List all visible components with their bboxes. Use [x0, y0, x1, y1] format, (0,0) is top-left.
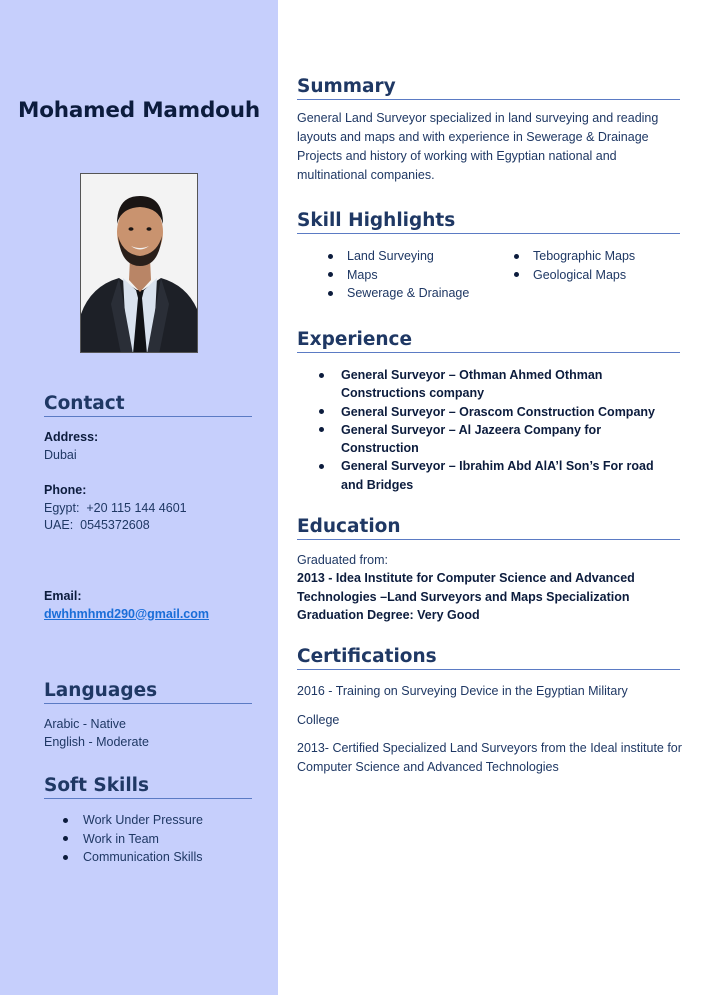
experience-item: General Surveyor – Othman Ahmed Othman Constructions company	[317, 366, 677, 403]
email-link[interactable]: dwhhmhmd290@gmail.com	[44, 606, 209, 621]
experience-heading: Experience	[297, 329, 680, 353]
contact-address	[44, 429, 98, 464]
contact-email	[44, 588, 209, 623]
soft-skill-item: Work in Team	[59, 830, 203, 849]
soft-skills-heading: Soft Skills	[44, 775, 252, 799]
education-grade: Graduation Degree: Very Good	[297, 607, 480, 622]
soft-skills-list	[59, 811, 203, 867]
experience-list	[317, 366, 677, 494]
contact-heading: Contact	[44, 393, 252, 417]
certification-item-continued: College	[297, 713, 340, 727]
education-block	[297, 551, 682, 624]
skill-list-right	[511, 247, 635, 284]
summary-heading: Summary	[297, 76, 680, 100]
skill-list-left	[325, 247, 469, 303]
certifications-heading: Certifications	[297, 646, 680, 670]
skill-item: Maps	[325, 266, 469, 285]
phone-uae: UAE: 0545372608	[44, 518, 150, 532]
address-label: Address:	[44, 430, 99, 444]
soft-skill-item: Communication Skills	[59, 848, 203, 867]
education-degree: 2013 - Idea Institute for Computer Science and Advanced Technologies –Land Surveyors and Maps Specialization	[297, 571, 635, 604]
phone-label: Phone:	[44, 483, 87, 497]
skill-item: Geological Maps	[511, 266, 635, 285]
address-value: Dubai	[44, 447, 77, 462]
soft-skill-item: Work Under Pressure	[59, 811, 203, 830]
experience-item: General Surveyor – Al Jazeera Company for Construction	[317, 421, 677, 458]
phone-egypt: Egypt: +20 115 144 4601	[44, 500, 187, 515]
certification-item: 2013- Certified Specialized Land Surveyors from the Ideal institute for Computer Science and Advanced Technologies	[297, 741, 682, 774]
experience-item: General Surveyor – Ibrahim Abd AlA’l Son’s For road and Bridges	[317, 457, 677, 494]
languages-list	[44, 716, 149, 751]
contact-phone	[44, 482, 187, 535]
skill-highlights-heading: Skill Highlights	[297, 210, 680, 234]
education-heading: Education	[297, 516, 680, 540]
candidate-name: Mohamed Mamdouh	[18, 98, 260, 123]
summary-text: General Land Surveyor specialized in land surveying and reading layouts and maps and with experience in Sewerage & Drainage Projects and history of working with Egyptian national and multinational companies.	[297, 111, 659, 182]
person-photo-icon	[81, 174, 198, 353]
education-intro: Graduated from:	[297, 553, 389, 567]
languages-heading: Languages	[44, 680, 252, 704]
language-item: Arabic - Native	[44, 717, 126, 731]
profile-photo	[80, 173, 198, 353]
skill-item: Sewerage & Drainage	[325, 284, 469, 303]
language-item: English - Moderate	[44, 734, 149, 749]
skill-item: Tebographic Maps	[511, 247, 635, 266]
email-label: Email:	[44, 589, 82, 603]
experience-item: General Surveyor – Orascom Construction Company	[317, 403, 677, 421]
certification-item: 2016 - Training on Surveying Device in the Egyptian Military	[297, 684, 628, 698]
skill-item: Land Surveying	[325, 247, 469, 266]
